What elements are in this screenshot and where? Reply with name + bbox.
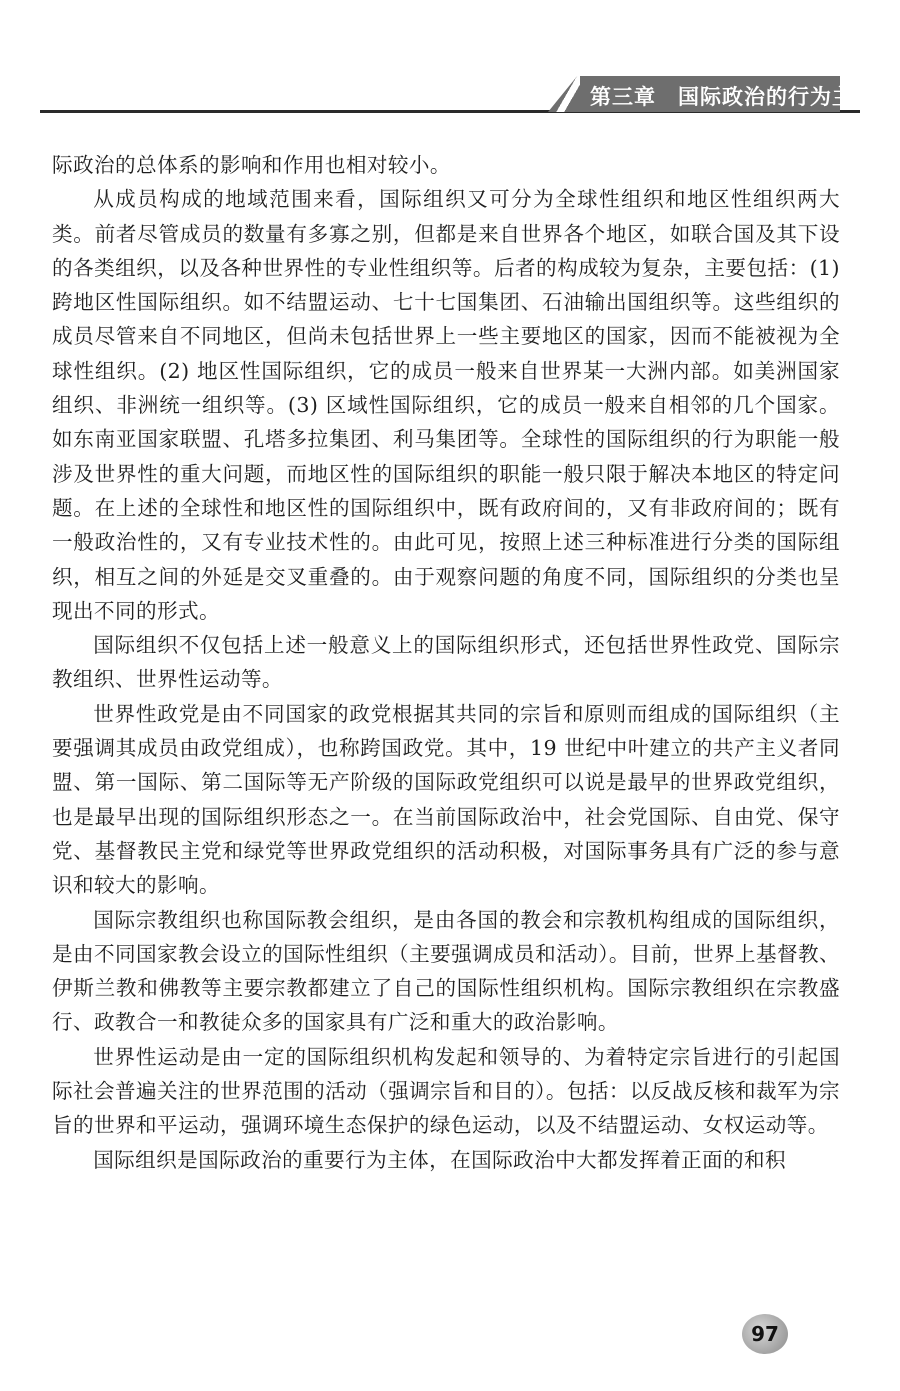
body-text: [52, 148, 840, 1177]
paragraph-4: 世界性政党是由不同国家的政党根据其共同的宗旨和原则而组成的国际组织（主要强调其成员由政党组成），也称跨国政党。其中，19 世纪中叶建立的共产主义者同盟、第一国际、第二国际等无产阶级的国际政党组织可以说是最早的世界政党组织，也是最早出现的国际组织形态之一。在当前国际政治中，社会党国际、自由党、保守党、基督教民主党和绿党等世界政党组织的活动积极，对国际事务具有广泛的参与意识和较大的影响。: [52, 701, 840, 898]
header-slash-decoration: [548, 76, 580, 112]
paragraph-1: 际政治的总体系的影响和作用也相对较小。: [52, 153, 451, 177]
paragraph-6: 世界性运动是由一定的国际组织机构发起和领导的、为着特定宗旨进行的引起国际社会普遍关注的世界范围的活动（强调宗旨和目的）。包括：以反战反核和裁军为宗旨的世界和平运动，强调环境生态保护的绿色运动，以及不结盟运动、女权运动等。: [52, 1044, 840, 1138]
paragraph-2: 从成员构成的地域范围来看，国际组织又可分为全球性组织和地区性组织两大类。前者尽管成员的数量有多寡之别，但都是来自世界各个地区，如联合国及其下设的各类组织，以及各种世界性的专业性组织等。后者的构成较为复杂，主要包括：(1) 跨地区性国际组织。如不结盟运动、七十七国集团、石油输出国组织等。这些组织的成员尽管来自不同地区，但尚未包括世界上一些主要地区的国家，因而不能被视为全球性组织。(2) 地区性国际组织，它的成员一般来自世界某一大洲内部。如美洲国家组织、非洲统一组织等。(3) 区域性国际组织，它的成员一般来自相邻的几个国家。如东南亚国家联盟、孔塔多拉集团、利马集团等。全球性的国际组织的行为职能一般涉及世界性的重大问题，而地区性的国际组织的职能一般只限于解决本地区的特定问题。在上述的全球性和地区性的国际组织中，既有政府间的，又有非政府间的；既有一般政治性的，又有专业技术性的。由此可见，按照上述三种标准进行分类的国际组织，相互之间的外延是交叉重叠的。由于观察问题的角度不同，国际组织的分类也呈现出不同的形式。: [52, 187, 840, 623]
paragraph-3: 国际组织不仅包括上述一般意义上的国际组织形式，还包括世界性政党、国际宗教组织、世界性运动等。: [52, 633, 840, 692]
paragraph-5: 国际宗教组织也称国际教会组织，是由各国的教会和宗教机构组成的国际组织，是由不同国家教会设立的国际性组织（主要强调成员和活动）。目前，世界上基督教、伊斯兰教和佛教等主要宗教都建立了自己的国际性组织机构。国际宗教组织在宗教盛行、政教合一和教徒众多的国家具有广泛和重大的政治影响。: [52, 907, 840, 1035]
running-header: [0, 72, 900, 120]
page-number: 97: [742, 1314, 788, 1354]
chapter-title: 第三章 国际政治的行为主体: [590, 85, 876, 109]
paragraph-7: 国际组织是国际政治的重要行为主体，在国际政治中大都发挥着正面的和积: [93, 1147, 786, 1172]
